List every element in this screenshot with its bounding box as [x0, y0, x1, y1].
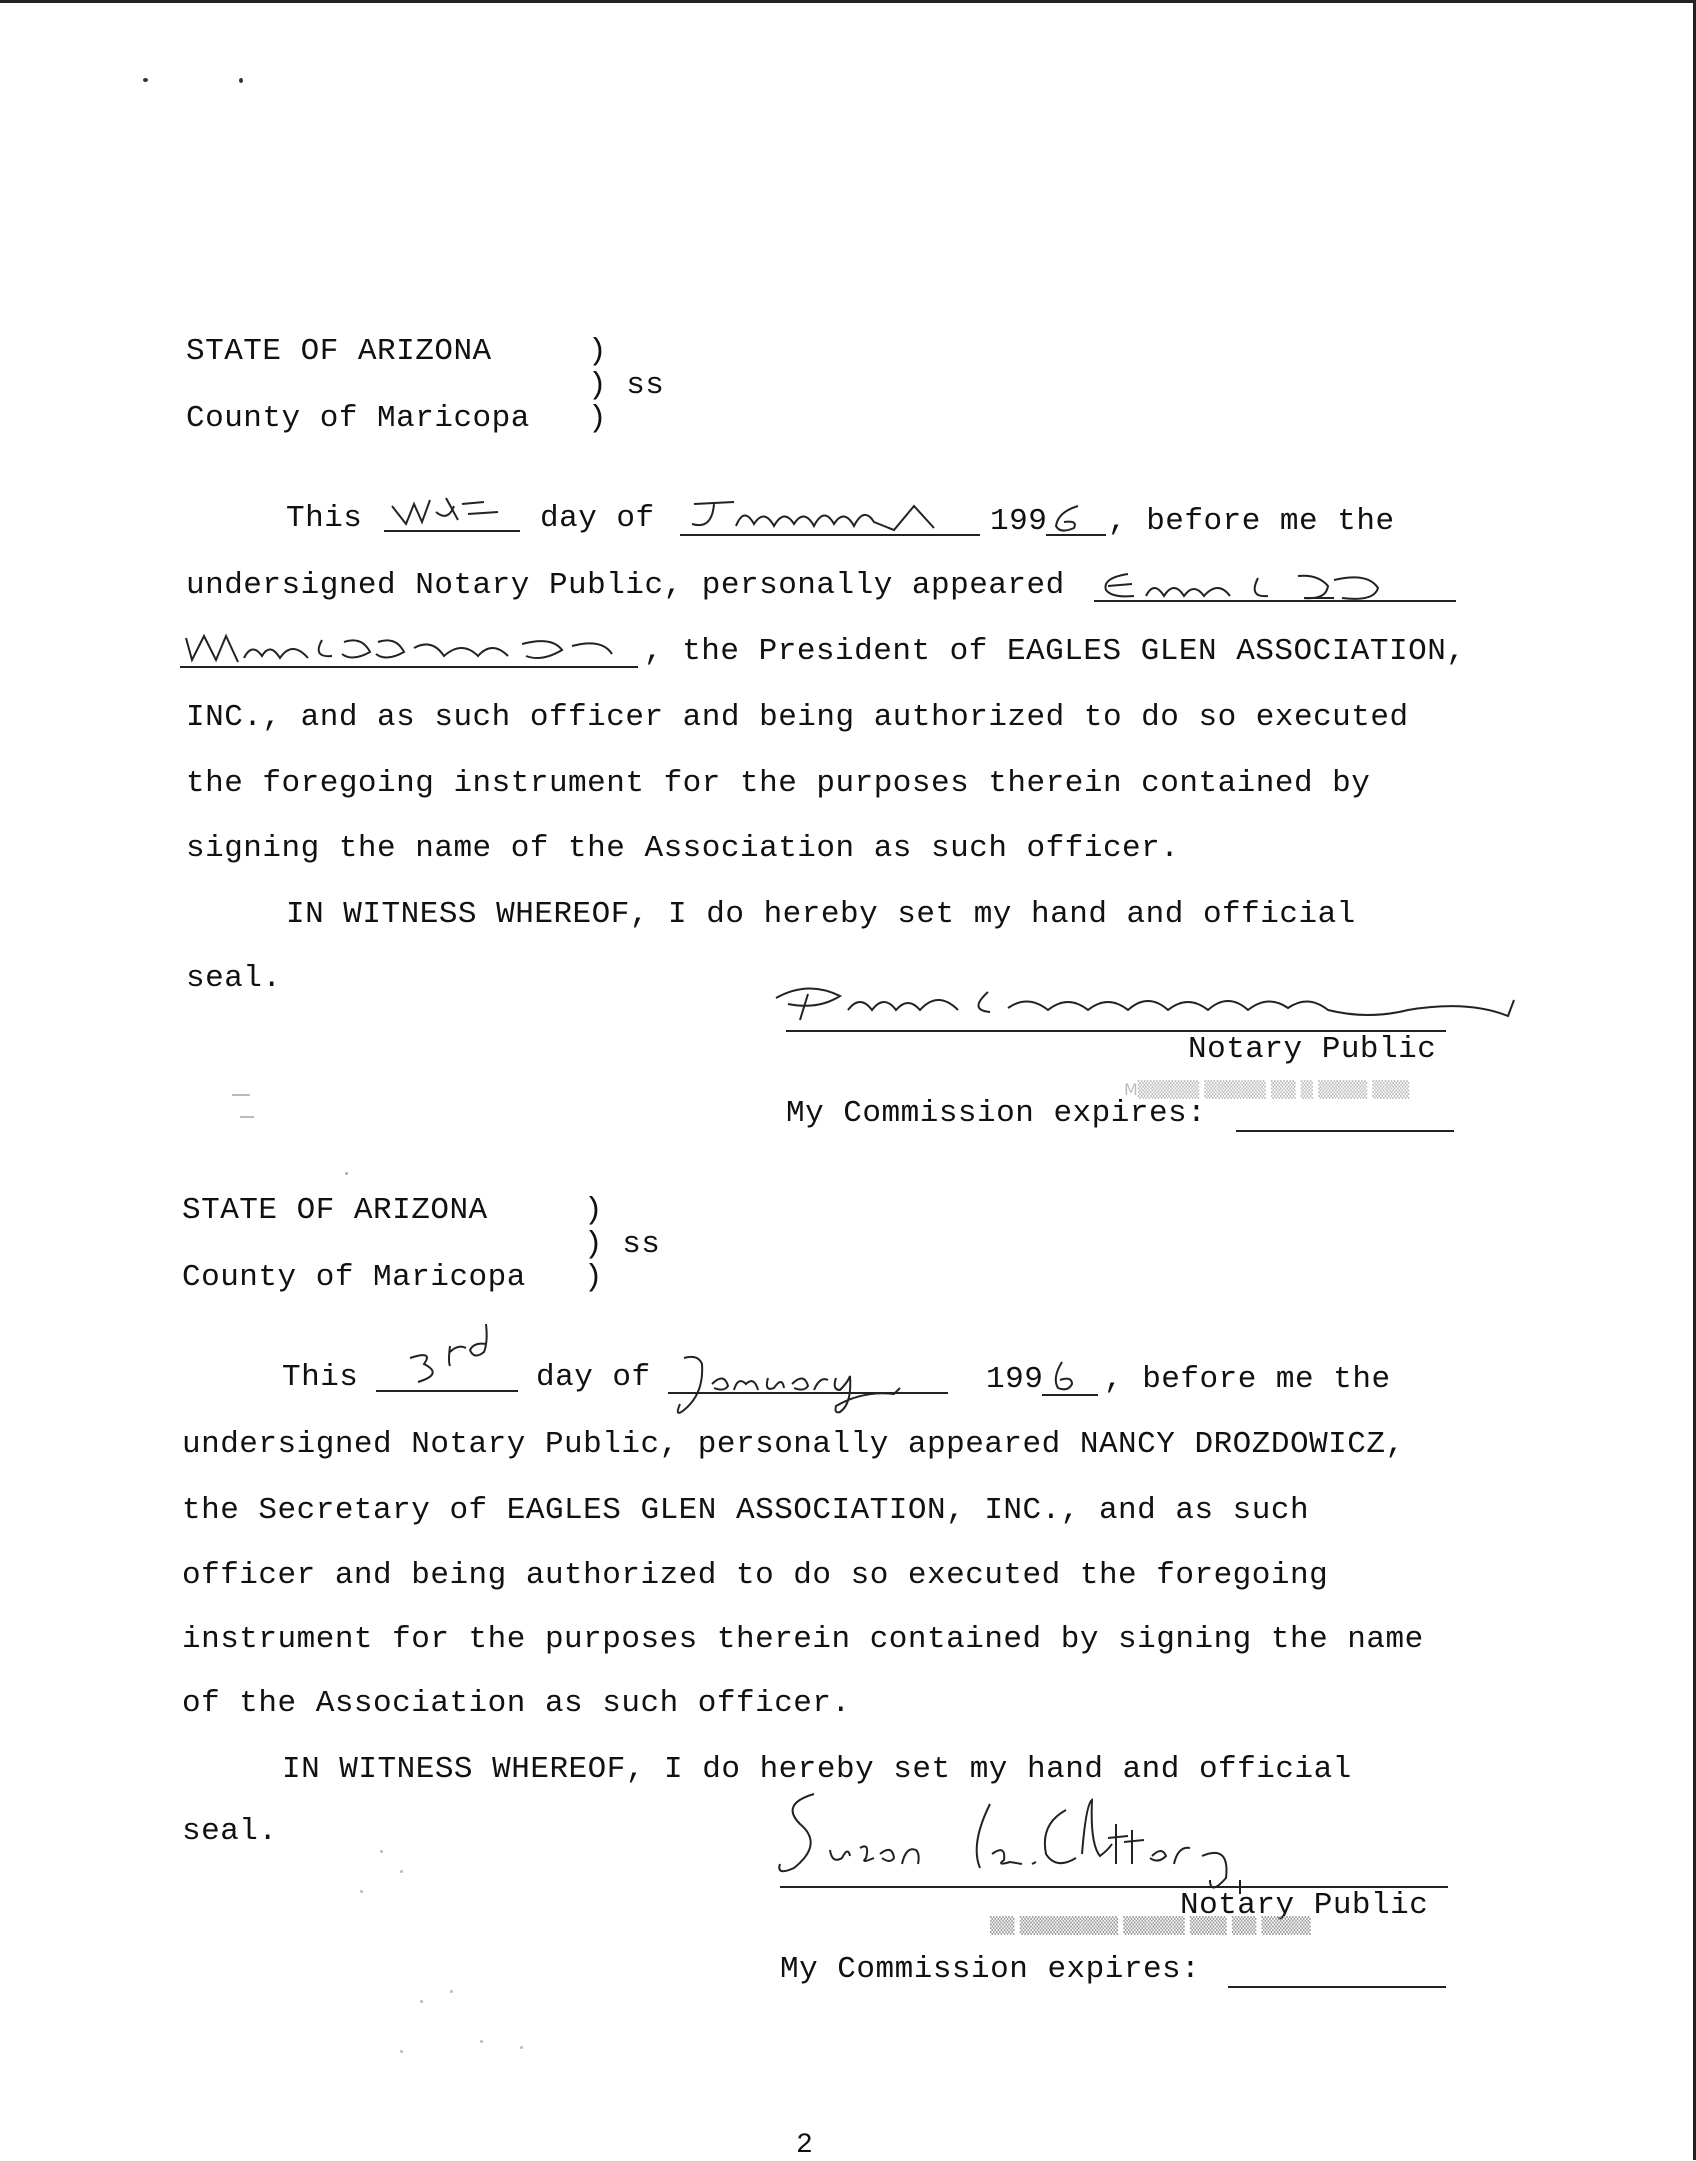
- venue-state: STATE OF ARIZONA: [182, 1193, 488, 1228]
- scan-top-edge: [0, 0, 1696, 3]
- year-prefix: 199: [990, 504, 1048, 539]
- day-of-label: day of: [536, 1360, 651, 1395]
- scan-speck: [232, 1094, 250, 1096]
- scan-speck: [450, 1990, 453, 1993]
- seal-word: seal.: [186, 961, 282, 996]
- handwritten-month: [684, 494, 994, 543]
- venue-ss: ) ss: [588, 368, 665, 403]
- venue-ss: ) ss: [584, 1227, 661, 1262]
- venue-county: County of Maricopa: [182, 1260, 526, 1295]
- faint-commission-stamp: ▒▒ ▒▒▒▒▒▒▒▒ ▒▒▒▒▒ ▒▒▒ ▒▒ ▒▒▒▒: [990, 1916, 1311, 1935]
- year-prefix: 199: [986, 1362, 1044, 1397]
- handwritten-day: [404, 1322, 494, 1393]
- handwritten-year: [1046, 1358, 1090, 1399]
- handwritten-name-first: [1098, 568, 1398, 613]
- scan-speck: [360, 1890, 363, 1893]
- this-label: This: [286, 501, 363, 536]
- faint-commission-stamp: M▒▒▒▒▒ ▒▒▒▒▒ ▒▒ ▒ ▒▒▒▒ ▒▒▒: [1124, 1080, 1410, 1099]
- body-line: undersigned Notary Public, personally appeared: [186, 568, 1065, 603]
- scan-speck: [400, 1870, 403, 1873]
- scan-speck: [420, 2000, 423, 2003]
- body-line: the Secretary of EAGLES GLEN ASSOCIATION, INC., and as such: [182, 1493, 1310, 1528]
- body-line: of the Association as such officer.: [182, 1686, 851, 1721]
- commission-blank: [1236, 1130, 1454, 1132]
- handwritten-name-last: [182, 628, 622, 673]
- commission-expires-label: My Commission expires:: [786, 1096, 1207, 1131]
- this-label: This: [282, 1360, 359, 1395]
- scan-speck: [480, 2040, 483, 2043]
- scan-speck: [380, 1850, 383, 1853]
- body-line: instrument for the purposes therein contained by signing the name: [182, 1622, 1424, 1657]
- venue-paren: ): [588, 334, 608, 369]
- scan-speck: [143, 78, 148, 82]
- commission-expires-label: My Commission expires:: [780, 1952, 1201, 1987]
- scan-speck: [345, 1172, 348, 1175]
- body-line: the foregoing instrument for the purposes therein contained by: [186, 766, 1371, 801]
- body-line: officer and being authorized to do so executed the foregoing: [182, 1558, 1329, 1593]
- notary-signature: [768, 980, 1518, 1035]
- witness-clause: IN WITNESS WHEREOF, I do hereby set my hand and official: [282, 1752, 1352, 1787]
- page-number: 2: [796, 2130, 813, 2161]
- scan-speck: [240, 1116, 254, 1118]
- day-of-label: day of: [540, 501, 655, 536]
- before-me-label: , before me the: [1108, 504, 1395, 539]
- handwritten-month: [664, 1354, 944, 1423]
- scan-speck: [400, 2050, 403, 2053]
- scan-speck: [239, 78, 243, 83]
- body-line: undersigned Notary Public, personally appeared NANCY DROZDOWICZ,: [182, 1427, 1405, 1462]
- body-line: signing the name of the Association as such officer.: [186, 831, 1180, 866]
- venue-paren: ): [588, 401, 608, 436]
- venue-paren: ): [584, 1260, 604, 1295]
- seal-word: seal.: [182, 1814, 278, 1849]
- body-line: , the President of EAGLES GLEN ASSOCIATION,: [644, 634, 1466, 669]
- body-line: INC., and as such officer and being authorized to do so executed: [186, 700, 1409, 735]
- handwritten-day: [388, 492, 518, 537]
- handwritten-year: [1048, 502, 1098, 539]
- before-me-label: , before me the: [1104, 1362, 1391, 1397]
- notary-public-label: Notary Public: [1180, 1888, 1429, 1923]
- commission-blank: [1228, 1986, 1446, 1988]
- witness-clause: IN WITNESS WHEREOF, I do hereby set my hand and official: [286, 897, 1356, 932]
- scan-speck: [520, 2046, 523, 2049]
- venue-county: County of Maricopa: [186, 401, 530, 436]
- venue-paren: ): [584, 1193, 604, 1228]
- notary-public-label: Notary Public: [1188, 1032, 1437, 1067]
- venue-state: STATE OF ARIZONA: [186, 334, 492, 369]
